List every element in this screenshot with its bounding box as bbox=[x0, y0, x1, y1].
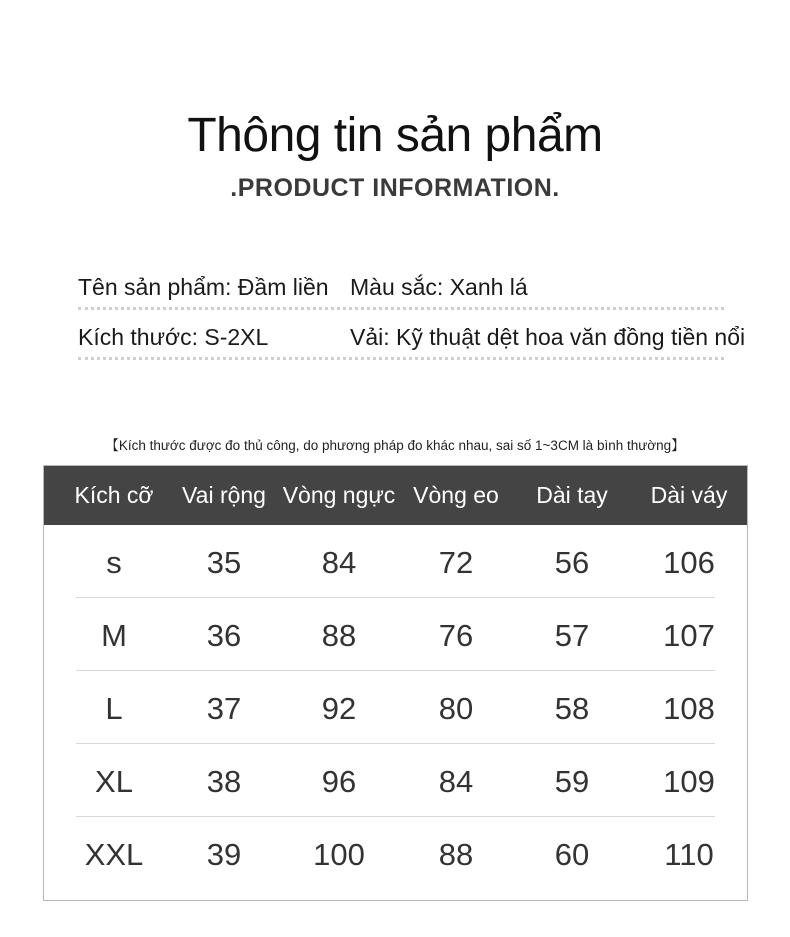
cell-sleeve: 58 bbox=[554, 691, 590, 726]
cell-length: 109 bbox=[663, 764, 715, 799]
cell-size: XXL bbox=[84, 837, 144, 872]
cell-sleeve: 56 bbox=[554, 545, 590, 580]
table-row bbox=[44, 817, 747, 890]
cell-shoulder: 37 bbox=[206, 691, 242, 726]
cell-size: s bbox=[106, 545, 122, 580]
cell-waist: 72 bbox=[438, 545, 474, 580]
header-sleeve: Dài tay bbox=[536, 482, 608, 508]
cell-bust: 100 bbox=[313, 837, 365, 872]
header-size: Kích cỡ bbox=[74, 482, 154, 508]
table-row bbox=[44, 671, 747, 744]
product-name: Tên sản phẩm: Đầm liền bbox=[78, 274, 329, 300]
cell-size: L bbox=[105, 691, 123, 726]
table-body bbox=[44, 525, 747, 901]
measurement-note: 【Kích thước được đo thủ công, do phương pháp đo khác nhau, sai số 1~3CM là bình thường】 bbox=[105, 438, 685, 453]
size-table bbox=[43, 465, 748, 901]
cell-shoulder: 36 bbox=[206, 618, 242, 653]
info-row-2 bbox=[78, 320, 746, 360]
cell-length: 106 bbox=[663, 545, 715, 580]
cell-sleeve: 57 bbox=[554, 618, 590, 653]
cell-waist: 88 bbox=[438, 837, 474, 872]
page-title: Thông tin sản phẩm bbox=[187, 109, 603, 162]
header-bust: Vòng ngực bbox=[282, 482, 396, 508]
cell-bust: 96 bbox=[321, 764, 357, 799]
cell-waist: 76 bbox=[438, 618, 474, 653]
cell-waist: 80 bbox=[438, 691, 474, 726]
cell-size: M bbox=[101, 618, 127, 653]
table-row bbox=[44, 598, 747, 671]
cell-size: XL bbox=[95, 764, 133, 799]
info-row-1 bbox=[78, 270, 724, 310]
table-row bbox=[44, 525, 747, 598]
cell-length: 108 bbox=[663, 691, 715, 726]
product-fabric: Vải: Kỹ thuật dệt hoa văn đồng tiền nổi bbox=[350, 324, 746, 350]
table-row bbox=[44, 744, 747, 817]
cell-bust: 92 bbox=[321, 691, 357, 726]
cell-shoulder: 35 bbox=[206, 545, 242, 580]
cell-length: 107 bbox=[663, 618, 715, 653]
page-subtitle: .PRODUCT INFORMATION. bbox=[230, 174, 560, 202]
cell-shoulder: 38 bbox=[206, 764, 242, 799]
cell-bust: 88 bbox=[321, 618, 357, 653]
product-color: Màu sắc: Xanh lá bbox=[350, 274, 528, 300]
cell-sleeve: 59 bbox=[554, 764, 590, 799]
header-length: Dài váy bbox=[650, 482, 728, 508]
cell-sleeve: 60 bbox=[554, 837, 590, 872]
cell-shoulder: 39 bbox=[206, 837, 242, 872]
cell-length: 110 bbox=[664, 837, 714, 872]
table-header bbox=[44, 466, 747, 525]
cell-waist: 84 bbox=[438, 764, 474, 799]
product-size: Kích thước: S-2XL bbox=[78, 324, 269, 350]
cell-bust: 84 bbox=[321, 545, 357, 580]
header-waist: Vòng eo bbox=[413, 482, 499, 508]
header-shoulder: Vai rộng bbox=[182, 482, 266, 508]
